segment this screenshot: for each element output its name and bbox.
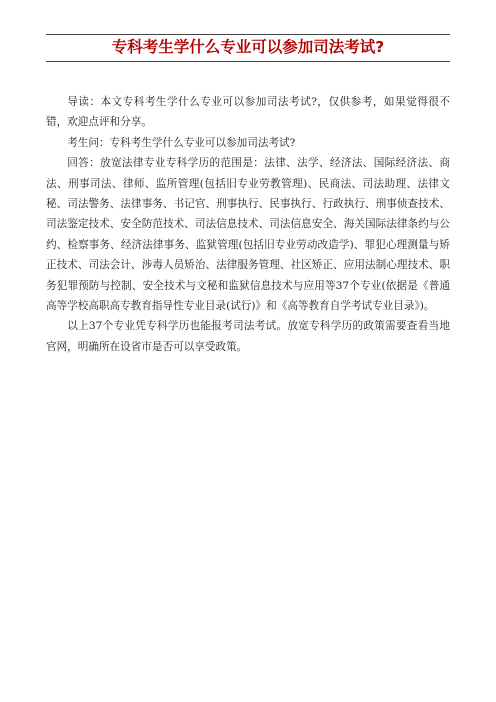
question-paragraph: 考生问：专科考生学什么专业可以参加司法考试? [67, 136, 296, 149]
answer-paragraph: 回答：放宽法律专业专科学历的范围是：法律、法学、经济法、国际经济法、商法、刑事司法、律师、监所管理(包括旧专业劳教管理)、民商法、司法助理、法律文秘、司法警务、法律事务、书记官、刑事执行、民事执行、行政执行、刑事侦查技术、司法鉴定技术、安全防范技术、司法信息技术、司法信息安全、海关国际法律条约与公约、检察事务、经济法律事务、监狱管理(包括旧专业劳动改造学)、罪犯心理测量与矫正技术、司法会计、涉毒人员矫治、法律服务管理、社区矫正、应用法制心理技术、职务犯罪预防与控制、安全技术与文秘和监狱信息技术与应用等37个专业(依据是《普通高等学校高职高专教育指导性专业目录(试行)》和《高等教育自学考试专业目录》)。 [46, 157, 450, 313]
conclusion-paragraph: 以上37个专业凭专科学历也能报考司法考试。放宽专科学历的政策需要查看当地官网，明确所在设省市是否可以享受政策。 [46, 320, 450, 353]
document-title: 专科考生学什么专业可以参加司法考试? [111, 38, 385, 56]
header-rule [46, 34, 450, 35]
intro-paragraph: 导读：本文专科考生学什么专业可以参加司法考试?，仅供参考，如果觉得很不错，欢迎点评和分享。 [46, 96, 450, 129]
title-underline [46, 61, 450, 62]
document-body [46, 92, 450, 357]
